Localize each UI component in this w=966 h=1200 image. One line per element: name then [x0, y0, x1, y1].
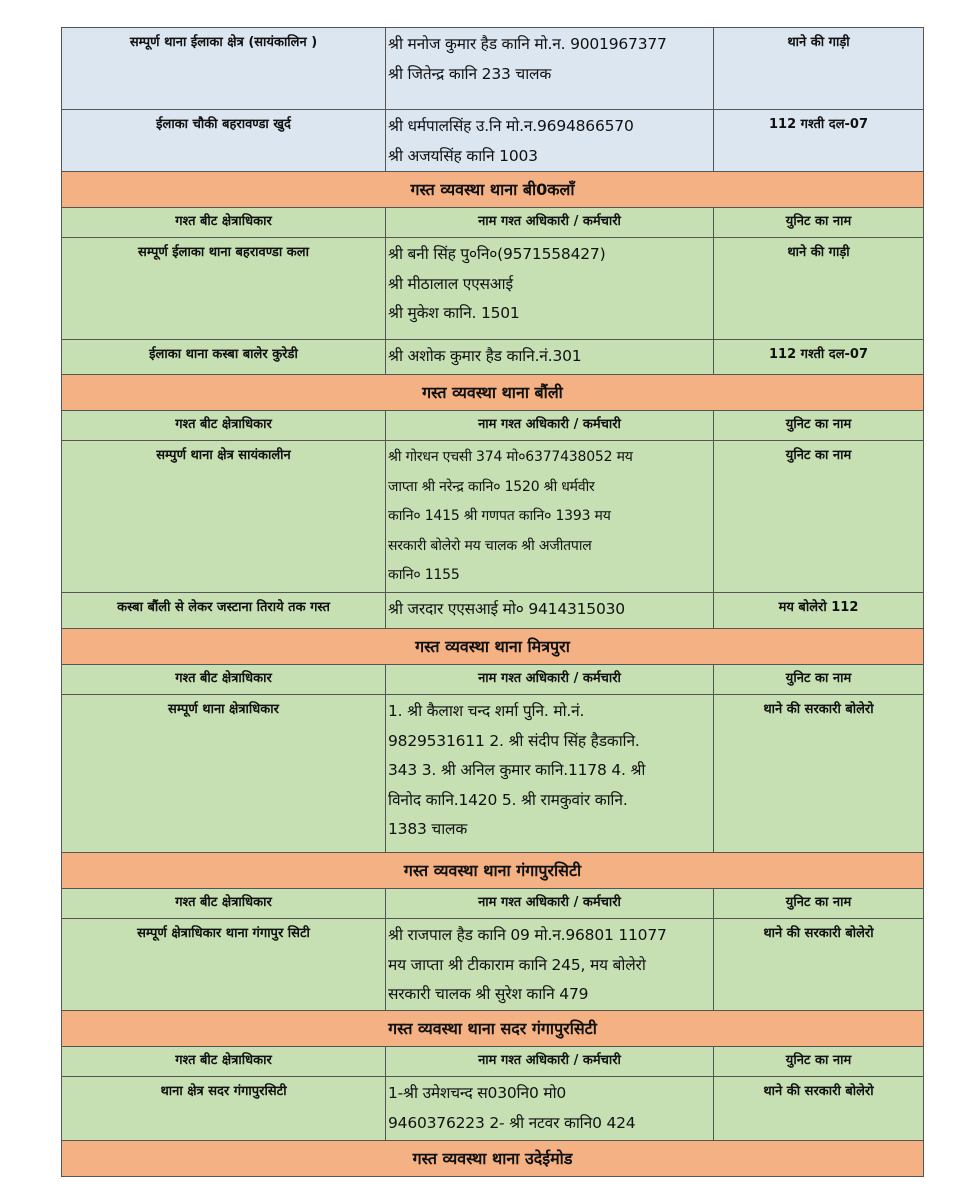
unit-cell: 112 गश्ती दल-07 [714, 110, 924, 172]
officer-cell [386, 28, 714, 110]
column-header-beat: गश्त बीट क्षेत्राधिकार [62, 411, 386, 441]
officer-line: श्री मनोज कुमार हैड कानि मो.न. 9001967377 [388, 35, 667, 53]
officer-line: श्री अजयसिंह कानि 1003 [388, 146, 538, 165]
officer-line: श्री जरदार एएसआई मो० 9414315030 [388, 600, 625, 618]
section-title: गस्त व्यवस्था थाना बौंली [62, 375, 924, 411]
unit-cell: थाने की सरकारी बोलेरो [714, 919, 924, 1011]
beat-area-cell: कस्बा बौंली से लेकर जस्टाना तिराये तक गस्त [62, 593, 386, 629]
section-title: गस्त व्यवस्था थाना मित्रपुरा [62, 629, 924, 665]
officer-line: विनोद कानि.1420 5. श्री रामकुवांर कानि. [388, 790, 628, 809]
officer-cell [386, 695, 714, 853]
officer-line: श्री गोरधन एचसी 374 मो०6377438052 मय [388, 449, 633, 465]
beat-area-cell: सम्पूर्ण क्षेत्राधिकार थाना गंगापुर सिटी [62, 919, 386, 1011]
beat-area-cell: सम्पूर्ण थाना ईलाका क्षेत्र (सायंकालिन ) [62, 28, 386, 110]
officer-line: 343 3. श्री अनिल कुमार कानि.1178 4. श्री [388, 761, 646, 779]
officer-line: जाप्ता श्री नरेन्द्र कानि० 1520 श्री धर्मवीर [388, 478, 595, 495]
beat-area-cell: ईलाका चौकी बहरावण्डा खुर्द [62, 110, 386, 172]
column-header-officer: नाम गश्त अधिकारी / कर्मचारी [386, 889, 714, 919]
unit-cell: थाने की सरकारी बोलेरो [714, 695, 924, 853]
officer-cell [386, 110, 714, 172]
section-title: गस्त व्यवस्था थाना उदेईमोड [62, 1141, 924, 1177]
column-header-unit: युनिट का नाम [714, 1047, 924, 1077]
officer-line: 1. श्री कैलाश चन्द शर्मा पुनि. मो.नं. [388, 702, 585, 720]
unit-cell: युनिट का नाम [714, 441, 924, 593]
officer-cell [386, 238, 714, 340]
officer-line: श्री जितेन्द्र कानि 233 चालक [388, 64, 552, 83]
column-header-beat: गश्त बीट क्षेत्राधिकार [62, 665, 386, 695]
officer-line: मय जाप्ता श्री टीकाराम कानि 245, मय बोलेरो [388, 955, 646, 974]
beat-area-cell: ईलाका थाना कस्बा बालेर कुरेडी [62, 340, 386, 375]
column-header-beat: गश्त बीट क्षेत्राधिकार [62, 889, 386, 919]
officer-cell [386, 441, 714, 593]
section-title: गस्त व्यवस्था थाना गंगापुरसिटी [62, 853, 924, 889]
patrol-schedule-table [61, 27, 924, 1177]
officer-cell [386, 1077, 714, 1141]
column-header-officer: नाम गश्त अधिकारी / कर्मचारी [386, 665, 714, 695]
beat-area-cell: सम्पूर्ण थाना क्षेत्राधिकार [62, 695, 386, 853]
column-header-officer: नाम गश्त अधिकारी / कर्मचारी [386, 411, 714, 441]
column-header-officer: नाम गश्त अधिकारी / कर्मचारी [386, 1047, 714, 1077]
officer-line: 1383 चालक [388, 820, 468, 838]
officer-line: कानि० 1415 श्री गणपत कानि० 1393 मय [388, 508, 611, 524]
column-header-unit: युनिट का नाम [714, 411, 924, 441]
officer-line: श्री राजपाल हैड कानि 09 मो.न.96801 11077 [388, 926, 667, 944]
officer-cell [386, 340, 714, 375]
officer-line: सरकारी बोलेरो मय चालक श्री अजीतपाल [388, 537, 592, 554]
column-header-unit: युनिट का नाम [714, 208, 924, 238]
officer-line: कानि० 1155 [388, 567, 460, 583]
officer-line: 1-श्री उमेशचन्द स030नि0 मो0 [388, 1084, 567, 1102]
section-title: गस्त व्यवस्था थाना बी0कलाँ [62, 172, 924, 208]
officer-line: 9829531611 2. श्री संदीप सिंह हैडकानि. [388, 731, 640, 750]
unit-cell: थाने की सरकारी बोलेरो [714, 1077, 924, 1141]
column-header-beat: गश्त बीट क्षेत्राधिकार [62, 1047, 386, 1077]
officer-cell [386, 919, 714, 1011]
unit-cell: 112 गश्ती दल-07 [714, 340, 924, 375]
officer-line: श्री बनी सिंह पु०नि०(9571558427) [388, 245, 606, 263]
officer-line: श्री मीठालाल एएसआई [388, 274, 513, 293]
column-header-beat: गश्त बीट क्षेत्राधिकार [62, 208, 386, 238]
officer-cell [386, 593, 714, 629]
column-header-unit: युनिट का नाम [714, 889, 924, 919]
unit-cell: मय बोलेरो 112 [714, 593, 924, 629]
officer-line: 9460376223 2- श्री नटवर कानि0 424 [388, 1113, 636, 1132]
officer-line: श्री धर्मपालसिंह उ.नि मो.न.9694866570 [388, 117, 634, 135]
unit-cell: थाने की गाड़ी [714, 238, 924, 340]
beat-area-cell: थाना क्षेत्र सदर गंगापुरसिटी [62, 1077, 386, 1141]
column-header-unit: युनिट का नाम [714, 665, 924, 695]
beat-area-cell: सम्पुर्ण थाना क्षेत्र सायंकालीन [62, 441, 386, 593]
unit-cell: थाने की गाड़ी [714, 28, 924, 110]
column-header-officer: नाम गश्त अधिकारी / कर्मचारी [386, 208, 714, 238]
section-title: गस्त व्यवस्था थाना सदर गंगापुरसिटी [62, 1011, 924, 1047]
beat-area-cell: सम्पूर्ण ईलाका थाना बहरावण्डा कला [62, 238, 386, 340]
officer-line: सरकारी चालक श्री सुरेश कानि 479 [388, 985, 589, 1003]
officer-line: श्री अशोक कुमार हैड कानि.नं.301 [388, 347, 582, 365]
officer-line: श्री मुकेश कानि. 1501 [388, 304, 520, 322]
